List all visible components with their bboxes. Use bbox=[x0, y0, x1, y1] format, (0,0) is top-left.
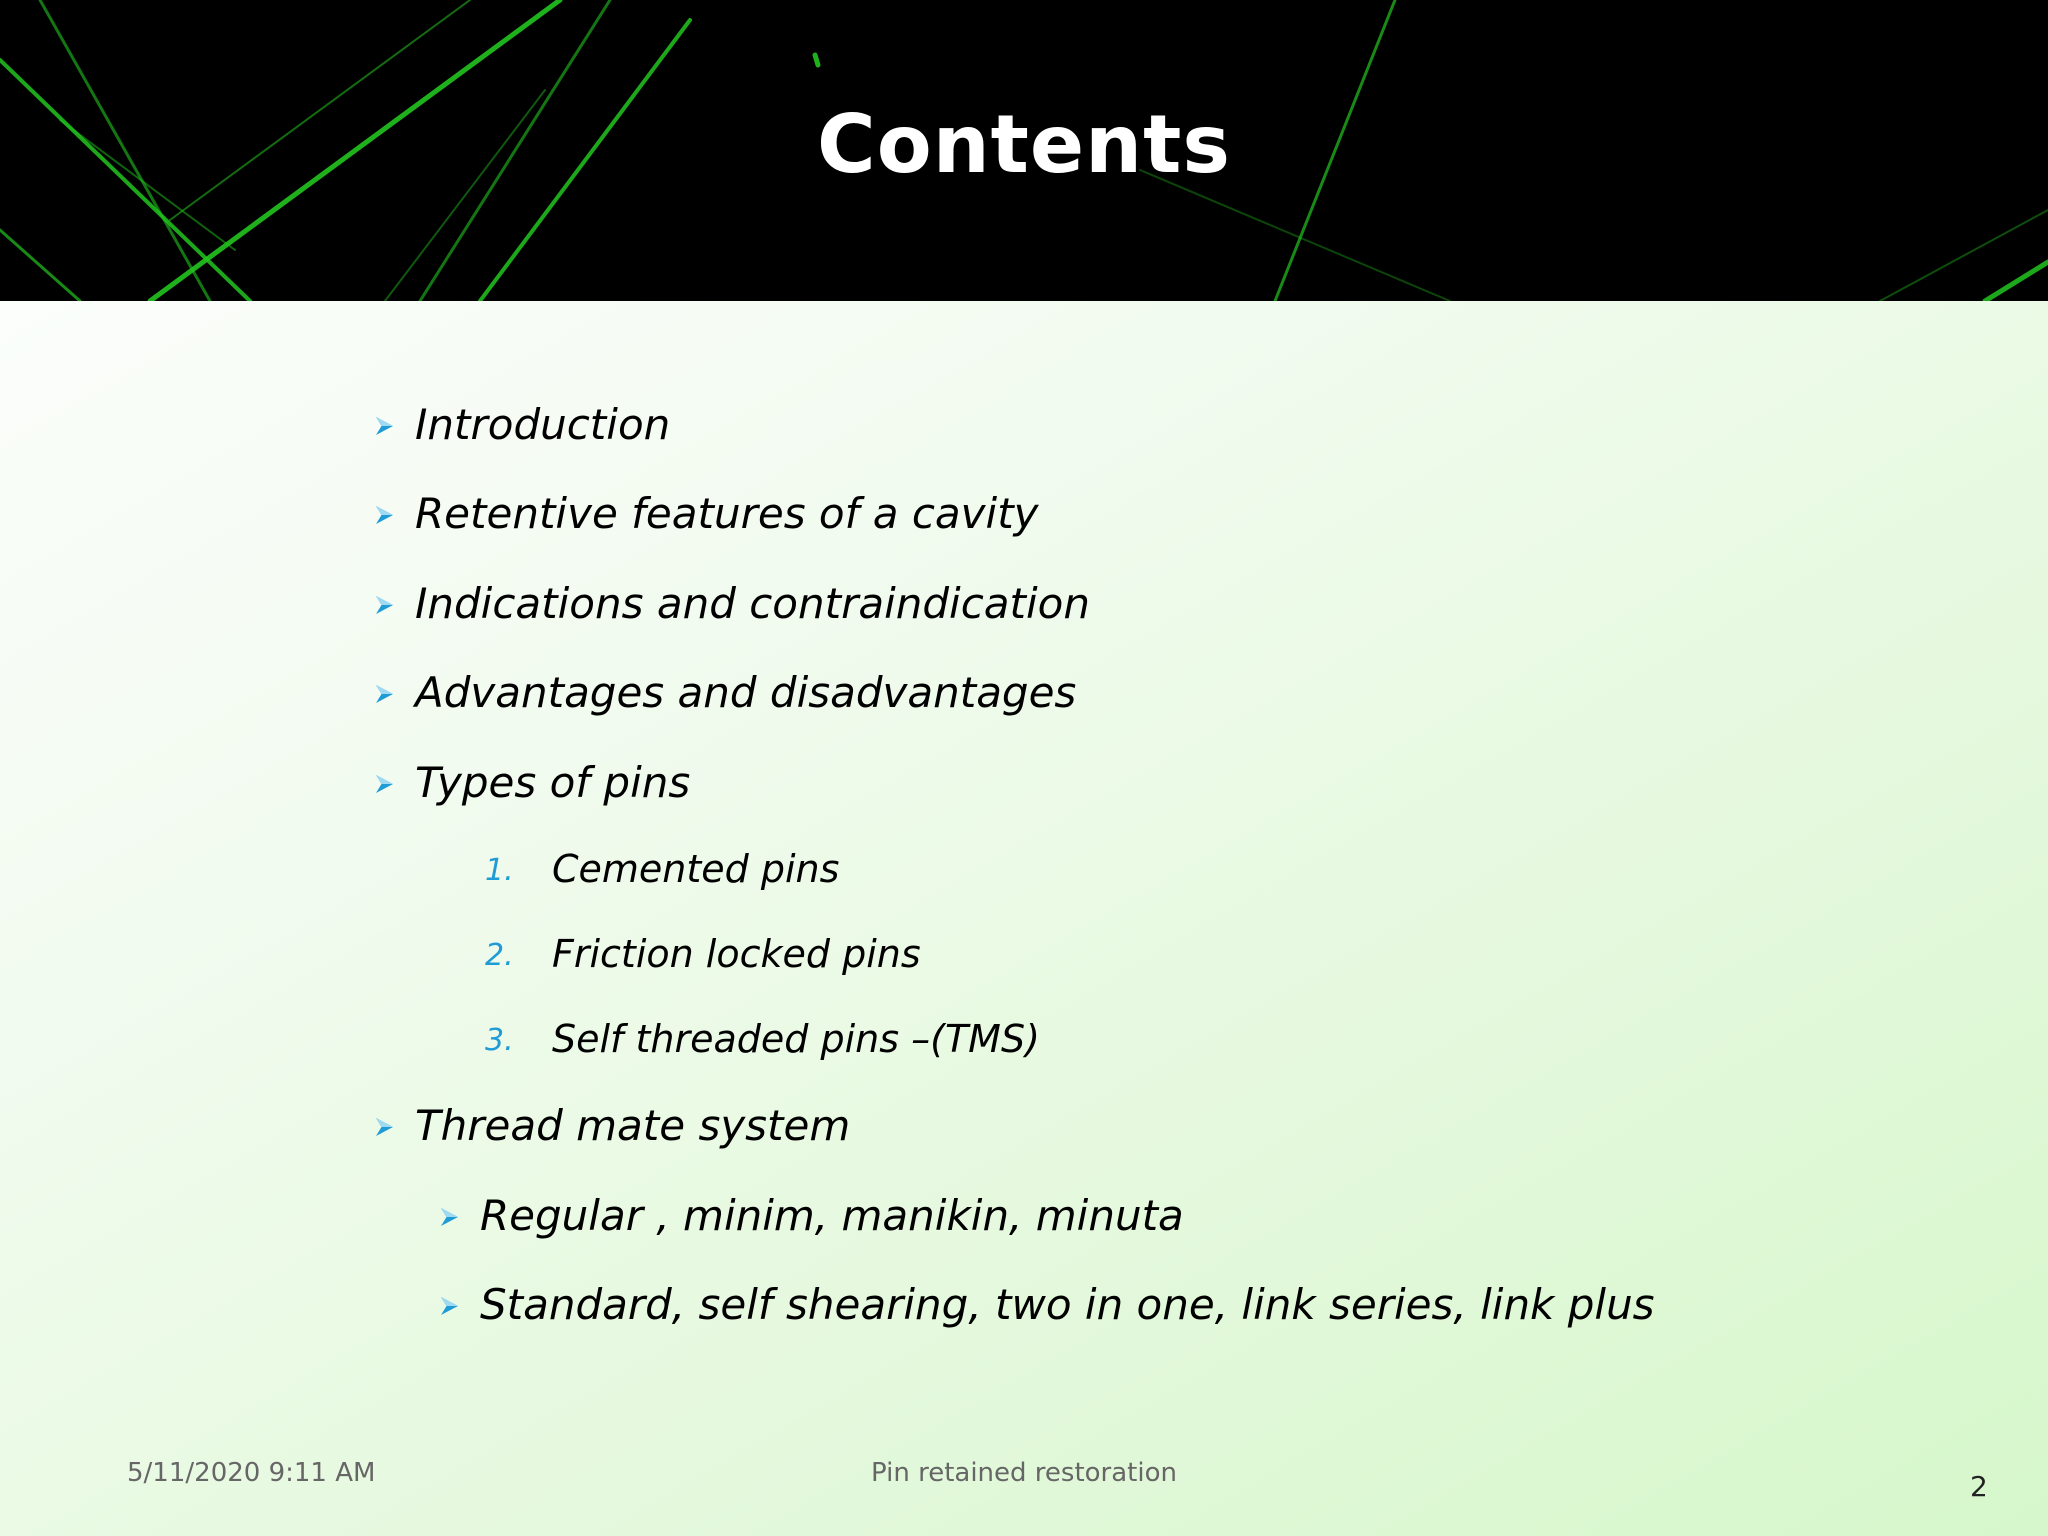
list-item: Thread mate system bbox=[415, 1101, 851, 1150]
arrow-bullet-icon bbox=[372, 1115, 396, 1139]
arrow-bullet-icon bbox=[437, 1294, 461, 1318]
footer-title: Pin retained restoration bbox=[871, 1458, 1177, 1488]
list-item: Regular , minim, manikin, minuta bbox=[480, 1191, 1184, 1240]
slide-title: Contents bbox=[817, 98, 1231, 191]
header-laser-background bbox=[0, 0, 2048, 301]
list-number: 3. bbox=[485, 1023, 514, 1058]
list-item: Self threaded pins –(TMS) bbox=[552, 1017, 1040, 1061]
list-item: Friction locked pins bbox=[552, 932, 921, 976]
arrow-bullet-icon bbox=[372, 414, 396, 438]
arrow-bullet-icon bbox=[372, 503, 396, 527]
list-number: 2. bbox=[485, 938, 514, 973]
list-item: Cemented pins bbox=[552, 847, 840, 891]
list-item: Types of pins bbox=[415, 758, 691, 807]
list-item: Indications and contraindication bbox=[415, 579, 1090, 628]
footer-date: 5/11/2020 9:11 AM bbox=[127, 1458, 376, 1488]
arrow-bullet-icon bbox=[437, 1205, 461, 1229]
list-item: Introduction bbox=[415, 400, 671, 449]
list-number: 1. bbox=[485, 853, 514, 888]
arrow-bullet-icon bbox=[372, 682, 396, 706]
arrow-bullet-icon bbox=[372, 772, 396, 796]
arrow-bullet-icon bbox=[372, 593, 396, 617]
list-item: Retentive features of a cavity bbox=[415, 489, 1039, 538]
slide-number: 2 bbox=[1970, 1470, 1988, 1503]
list-item: Standard, self shearing, two in one, link series, link plus bbox=[480, 1280, 1655, 1329]
list-item: Advantages and disadvantages bbox=[415, 668, 1077, 717]
